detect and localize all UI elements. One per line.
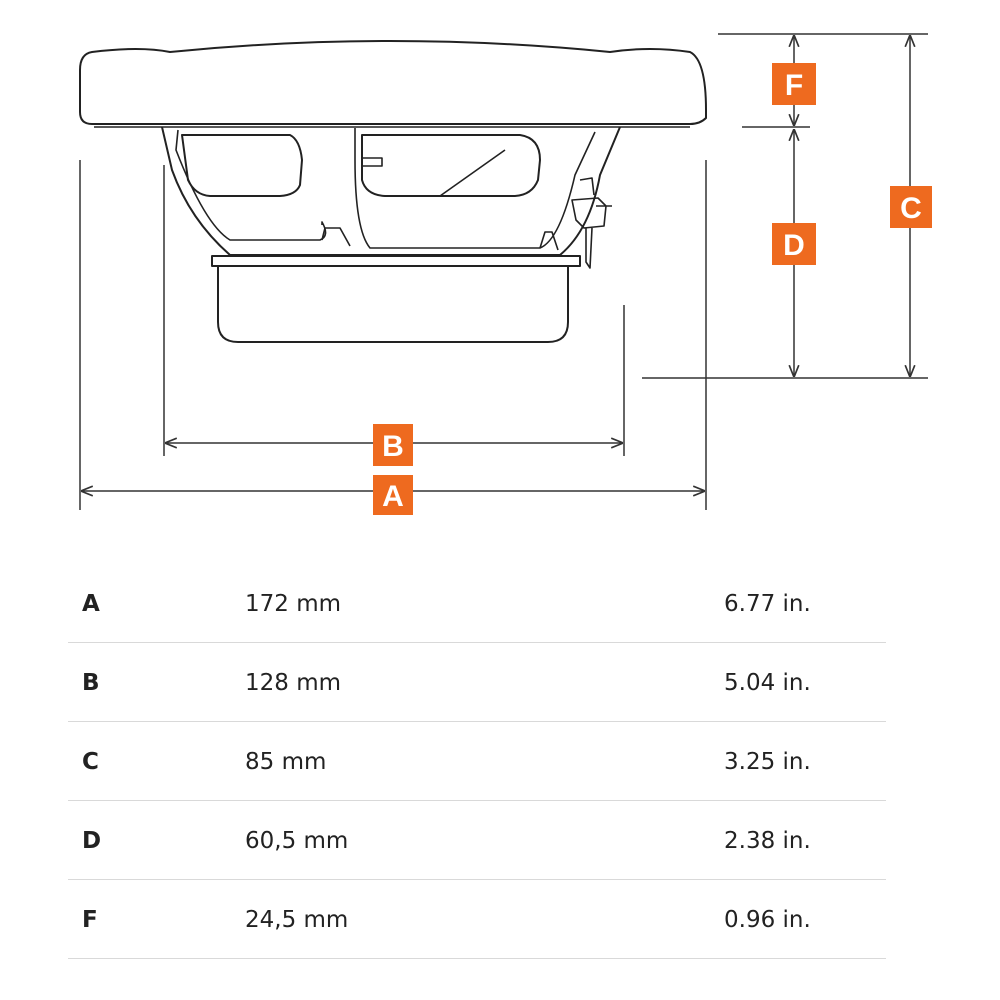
dimension-label: A xyxy=(82,591,100,617)
dimension-inches: 6.77 in. xyxy=(724,591,811,617)
speaker-profile xyxy=(80,41,706,342)
dimension-mm: 172 mm xyxy=(245,591,342,617)
dimension-badges xyxy=(373,63,932,515)
table-row xyxy=(68,643,886,722)
speaker-grille xyxy=(80,41,706,124)
badge-f xyxy=(772,63,816,105)
speaker-basket xyxy=(162,127,620,255)
mounting-flange xyxy=(212,256,580,266)
badge-d-text: D xyxy=(783,229,805,262)
dimension-mm: 60,5 mm xyxy=(245,828,349,854)
basket-window-right xyxy=(362,135,540,196)
dimension-mm: 24,5 mm xyxy=(245,907,349,933)
basket-window-left xyxy=(182,135,302,196)
dimension-label: C xyxy=(82,749,99,775)
dimension-mm: 85 mm xyxy=(245,749,327,775)
dimension-label: B xyxy=(82,670,100,696)
magnet xyxy=(218,266,568,342)
table-row xyxy=(68,801,886,880)
table-row xyxy=(68,564,886,643)
badge-d xyxy=(772,223,816,265)
badge-c-text: C xyxy=(900,192,922,225)
dimension-mm: 128 mm xyxy=(245,670,342,696)
extension-lines xyxy=(80,34,928,510)
dimension-inches: 5.04 in. xyxy=(724,670,811,696)
badge-c xyxy=(890,186,932,228)
table-row xyxy=(68,722,886,801)
dimension-table xyxy=(68,564,886,959)
dimension-label: D xyxy=(82,828,102,854)
badge-a xyxy=(373,475,413,515)
badge-f-text: F xyxy=(784,69,804,102)
terminal-connector xyxy=(572,178,612,268)
badge-b xyxy=(373,424,413,466)
dimension-inches: 0.96 in. xyxy=(724,907,811,933)
badge-a-text: A xyxy=(382,480,404,513)
dimension-inches: 2.38 in. xyxy=(724,828,811,854)
table-row xyxy=(68,880,886,959)
dimension-inches: 3.25 in. xyxy=(724,749,811,775)
badge-b-text: B xyxy=(382,430,404,463)
dimension-label: F xyxy=(82,907,98,933)
